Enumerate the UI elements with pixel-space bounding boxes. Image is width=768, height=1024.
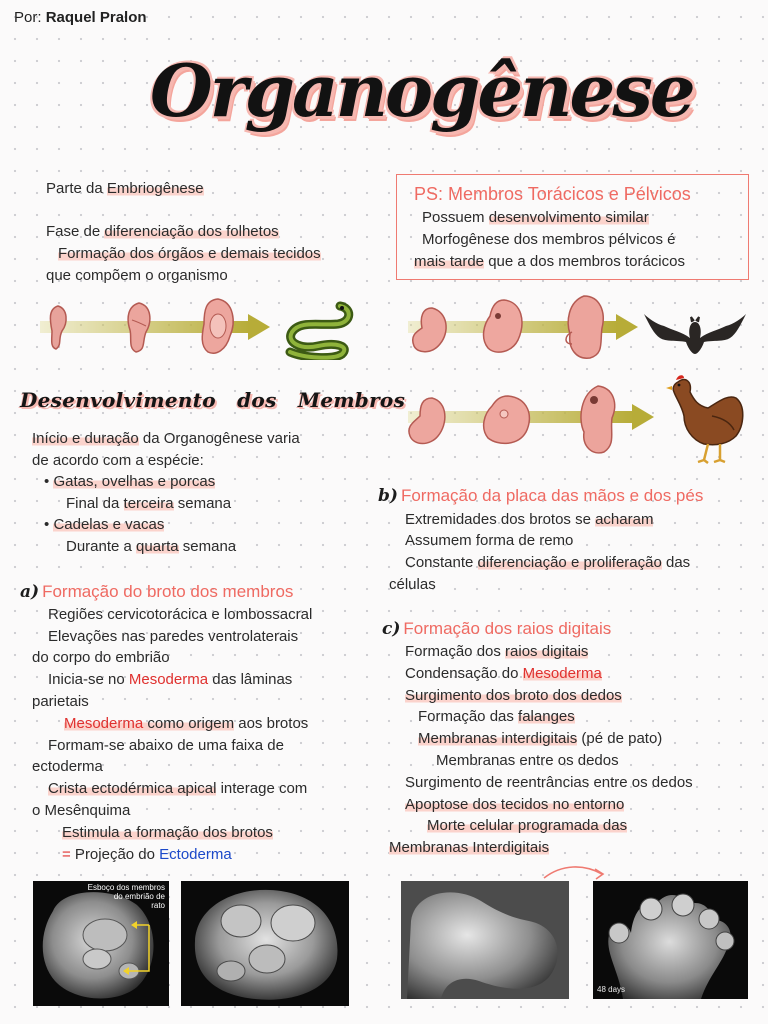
species-item-2 (44, 515, 164, 534)
section-c-line-1 (405, 642, 588, 661)
photo-caption-line: do embrião de (113, 892, 165, 901)
ps-line-3 (414, 252, 685, 271)
embryo-bird-stage-1-icon (404, 394, 452, 450)
duration-line-2: de acordo com a espécie: (32, 452, 204, 469)
section-b-line-4: células (389, 576, 436, 593)
page-title: Organogênese (150, 48, 693, 133)
section-a-line-1: Regiões cervicotorácica e lombossacral (48, 606, 313, 623)
duration-highlight: quarta (136, 538, 179, 555)
duration-line-1 (32, 429, 300, 448)
intro-line-1 (46, 179, 204, 198)
section-a-label: a) (20, 582, 40, 602)
section-a-line-5: parietais (32, 693, 89, 710)
section-a-text: interage com (216, 780, 308, 797)
author-prefix: Por: (14, 9, 42, 26)
section-c-line-10 (389, 838, 549, 857)
section-c-text: Formação das (418, 708, 519, 725)
intro-highlight: Formação dos órgãos e demais tecidos (58, 245, 321, 262)
section-c-line-5 (418, 729, 662, 748)
embryo-stage-3-icon (196, 296, 240, 358)
section-b-line-3 (405, 553, 690, 572)
section-a-line-10: o Mesênquima (32, 802, 131, 819)
intro-line-3 (58, 244, 321, 263)
embryo-bat-stage-1-icon (406, 304, 454, 356)
section-a-text: das lâminas (208, 671, 293, 688)
intro-highlight: Embriogênese (106, 180, 204, 197)
section-a-text: aos brotos (234, 715, 309, 732)
section-c-label: c) (382, 619, 401, 639)
section-b-title: Formação da placa das mãos e dos pés (400, 486, 704, 505)
section-a-line-2: Elevações nas paredes ventrolaterais (48, 628, 299, 645)
chicken-icon (664, 372, 748, 466)
section-a-title: Formação do broto dos membros (42, 582, 294, 601)
section-a-text: Inicia-se no (48, 671, 129, 688)
section-b-text: Constante (405, 554, 478, 571)
ps-highlight: mais tarde (414, 253, 485, 270)
section-c-highlight: Membranas interdigitais (418, 730, 578, 747)
section-c-heading (382, 618, 611, 640)
bat-icon (642, 308, 748, 356)
embryo-bird-stage-2-icon (478, 392, 536, 448)
intro-text: Fase de (46, 223, 105, 240)
section-c-line-6: Membranas entre os dedos (436, 752, 619, 769)
section-c-title: Formação dos raios digitais (403, 619, 612, 638)
section-c-line-8 (405, 795, 624, 814)
section-c-line-4 (418, 707, 575, 726)
photo-age-label: 48 days (597, 985, 626, 994)
embryo-sem-photo (181, 881, 349, 1006)
section-a-line-9 (48, 779, 307, 798)
species-item-1 (44, 472, 215, 491)
section-a-heading (20, 581, 293, 603)
duration-text: semana (178, 538, 237, 555)
section-a-line-4 (48, 670, 292, 689)
section-c-highlight: falanges (518, 708, 575, 725)
section-b-text: Extremidades dos brotos se (405, 511, 596, 528)
section-a-line-6 (64, 714, 308, 733)
duration-highlight: terceira (123, 495, 174, 512)
digital-rays-photo (593, 881, 748, 999)
intro-highlight: diferenciação dos folhetos (104, 223, 279, 240)
bullet: • (44, 516, 50, 533)
mouse-embryo-photo (33, 881, 169, 1006)
snake-icon (280, 298, 356, 360)
section-c-line-3 (405, 686, 622, 705)
section-a-line-3: do corpo do embrião (32, 649, 170, 666)
section-b-highlight: acharam (595, 511, 654, 528)
ps-title: PS: Membros Torácicos e Pélvicos (414, 184, 691, 204)
section-a-highlight: como origem (143, 715, 235, 732)
embryo-bird-stage-3-icon (572, 382, 626, 458)
section-c-text: Condensação do (405, 665, 523, 682)
intro-line-2 (46, 222, 279, 241)
duration-text: semana (173, 495, 232, 512)
section-c-highlight: raios digitais (505, 643, 589, 660)
embryo-bat-stage-2-icon (478, 296, 530, 358)
mesoderm-term: Mesoderma (522, 665, 602, 682)
section-c-text: Formação dos (405, 643, 506, 660)
section-c-highlight: Morte celular programada das (427, 817, 628, 834)
species-item-2-detail (66, 537, 236, 556)
duration-text: da Organogênese varia (138, 430, 300, 447)
section-c-line-9 (427, 816, 627, 835)
section-a-line-8: ectoderma (32, 758, 103, 775)
intro-text: Parte da (46, 180, 107, 197)
section-c-line-2 (405, 664, 602, 683)
photo-caption-line: Esboço dos membros (87, 883, 165, 892)
duration-text: Durante a (66, 538, 137, 555)
ps-highlight: desenvolvimento similar (488, 209, 649, 226)
section-c-line-7: Surgimento de reentrâncias entre os dedos (405, 774, 693, 791)
embryo-bat-stage-3-icon (560, 292, 612, 362)
section-c-highlight: Surgimento dos broto dos dedos (405, 687, 622, 704)
photo-caption-line: rato (151, 901, 165, 910)
species-item-1-detail (66, 494, 231, 513)
ps-line-2: Morfogênese dos membros pélvicos é (422, 231, 676, 248)
section-a-highlight: Estimula a formação dos brotos (62, 824, 273, 841)
equals-sign: = (62, 846, 71, 863)
section-b-text: das (661, 554, 691, 571)
author-name: Raquel Pralon (45, 9, 147, 26)
ps-text: Possuem (422, 209, 489, 226)
author-line (14, 9, 147, 26)
intro-line-4: que compõem o organismo (46, 267, 228, 284)
section-a-highlight: Crista ectodérmica apical (48, 780, 217, 797)
species-highlight: Gatas, ovelhas e porcas (53, 473, 216, 490)
section-a-line-7: Formam-se abaixo de uma faixa de (48, 737, 284, 754)
section-b-label: b) (378, 486, 398, 506)
ectoderm-term: Ectoderma (159, 846, 232, 863)
section-a-text: Projeção do (70, 846, 160, 863)
bullet: • (44, 473, 50, 490)
section-c-text: (pé de pato) (577, 730, 663, 747)
section-a-line-12 (62, 845, 232, 864)
section-a-line-11 (62, 823, 273, 842)
limb-paddle-photo (401, 881, 569, 999)
section-b-highlight: diferenciação e proliferação (477, 554, 662, 571)
section-heading-limbs: Desenvolvimento dos Membros (20, 388, 406, 412)
embryo-stage-1-icon (44, 303, 72, 351)
section-c-highlight: Apoptose dos tecidos no entorno (405, 796, 625, 813)
ps-text: que a dos membros torácicos (484, 253, 685, 270)
section-b-line-2: Assumem forma de remo (405, 532, 574, 549)
ps-line-1 (422, 208, 649, 227)
section-b-heading (378, 485, 703, 507)
species-highlight: Cadelas e vacas (53, 516, 165, 533)
embryo-stage-2-icon (122, 300, 156, 354)
duration-highlight: Início e duração (32, 430, 139, 447)
duration-text: Final da (66, 495, 124, 512)
section-c-highlight: Membranas Interdigitais (389, 839, 550, 856)
photo-caption (81, 883, 165, 910)
mesoderm-term: Mesoderma (128, 671, 209, 688)
mesoderm-term: Mesoderma (64, 715, 144, 732)
section-b-line-1 (405, 510, 653, 529)
